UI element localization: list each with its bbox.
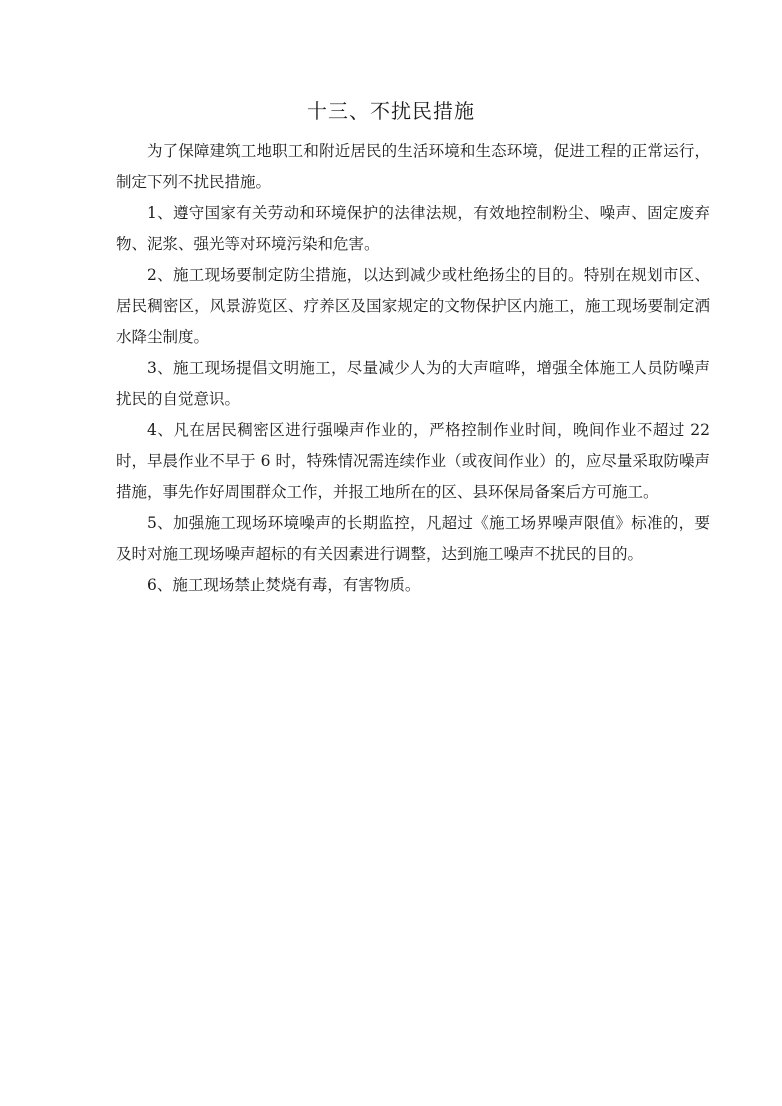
paragraph-item-5: 5、加强施工现场环境噪声的长期监控，凡超过《施工场界噪声限值》标准的，要及时对施工现场噪声超标的有关因素进行调整，达到施工噪声不扰民的目的。 (116, 514, 710, 563)
page-title: 十三、不扰民措施 (307, 99, 475, 123)
document-body (116, 136, 710, 601)
paragraph-item-4: 4、凡在居民稠密区进行强噪声作业的，严格控制作业时间，晚间作业不超过 22 时，早晨作业不早于 6 时，特殊情况需连续作业（或夜间作业）的，应尽量采取防噪声措施，事先作好周围群众工作，并报工地所在的区、县环保局备案后方可施工。 (116, 421, 710, 501)
paragraph-item-6: 6、施工现场禁止焚烧有毒，有害物质。 (147, 576, 421, 594)
paragraph-item-2: 2、施工现场要制定防尘措施，以达到减少或杜绝扬尘的目的。特别在规划市区、居民稠密区，风景游览区、疗养区及国家规定的文物保护区内施工，施工现场要制定洒水降尘制度。 (116, 266, 710, 346)
paragraph-item-3: 3、施工现场提倡文明施工，尽量减少人为的大声喧哗，增强全体施工人员防噪声扰民的自觉意识。 (116, 359, 710, 408)
paragraph-intro: 为了保障建筑工地职工和附近居民的生活环境和生态环境，促进工程的正常运行，制定下列不扰民措施。 (116, 142, 710, 191)
paragraph-item-1: 1、遵守国家有关劳动和环境保护的法律法规，有效地控制粉尘、噪声、固定废弃物、泥浆、强光等对环境污染和危害。 (116, 204, 710, 253)
